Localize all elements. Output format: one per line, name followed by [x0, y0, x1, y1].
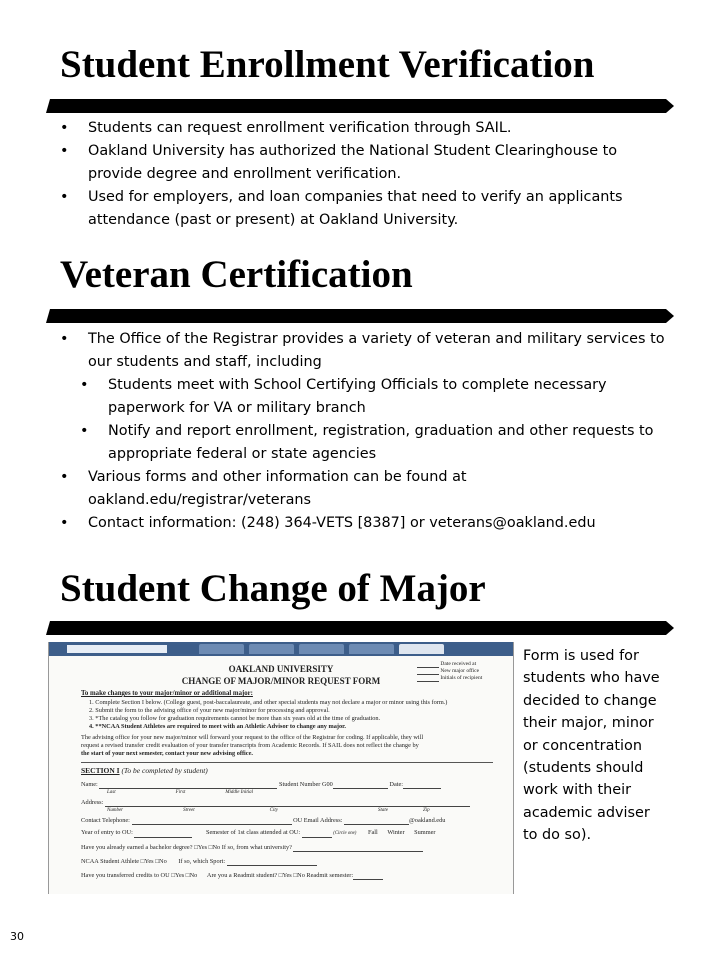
checkbox-icon: □ — [140, 858, 145, 865]
form-contact-row — [81, 817, 445, 825]
form-step: 3. *The catalog you follow for graduation requirements cannot be more than six years old at the time of graduation. — [89, 715, 381, 722]
sub-label: City — [269, 808, 278, 813]
checkbox-icon: □ — [278, 872, 283, 879]
readmit-question: Are you a Readmit student? — [206, 872, 278, 879]
transfer-question: Have you transferred credits to OU — [81, 872, 170, 879]
section-note: (To be completed by student) — [121, 766, 208, 775]
form-bachelor-row — [81, 844, 423, 852]
form-paragraph: the start of your next semester, contact your new advising office. — [81, 750, 253, 757]
year-label: Year of entry to OU: — [81, 829, 133, 836]
checkbox-icon: □ — [293, 872, 298, 879]
bachelor-question: Have you already earned a bachelor degree? — [81, 844, 193, 851]
address-bar — [67, 645, 167, 653]
circle-one-note: (Circle one) — [333, 831, 357, 836]
list-item — [60, 512, 670, 535]
bullet-icon: • — [80, 377, 89, 393]
bullet-icon: • — [60, 143, 69, 159]
yes-option: Yes — [175, 872, 185, 879]
form-university: OAKLAND UNIVERSITY — [228, 664, 334, 674]
checkbox-icon: □ — [208, 844, 213, 851]
bullet-text: Used for employers, and loan companies that need to verify an applicants attendance (past or present) at Oakland University. — [88, 189, 623, 228]
date-label: Date: — [389, 781, 404, 788]
browser-tab — [199, 644, 244, 654]
readmit-semester-label: Readmit semester: — [306, 872, 354, 879]
form-step: 1. Complete Section I below. (College guest, post-baccalaureate, and other special students may not declare a major or minor using this form.) — [89, 699, 448, 706]
list-item — [60, 328, 670, 466]
enrollment-bullet-list — [60, 117, 670, 232]
section-divider — [46, 99, 674, 113]
list-item — [60, 117, 670, 140]
veteran-sub-list — [60, 374, 670, 466]
section-title-veteran-certification: Veteran Certification — [60, 253, 413, 296]
university-question: If so, from what university? — [221, 844, 292, 851]
checkbox-icon: □ — [171, 872, 176, 879]
sub-label: Street — [183, 808, 195, 813]
form-divider — [81, 762, 493, 763]
bullet-text: Notify and report enrollment, registration, graduation and other requests to appropriate federal or state agencies — [108, 423, 654, 462]
bullet-text: Oakland University has authorized the National Student Clearinghouse to provide degree and enrollment verification. — [88, 143, 618, 182]
email-domain: @oakland.edu — [409, 817, 446, 824]
form-document — [49, 656, 513, 894]
list-item — [60, 374, 670, 420]
section-title-enrollment-verification: Student Enrollment Verification — [60, 43, 595, 86]
form-instructions-heading: To make changes to your major/minor or additional major: — [81, 690, 253, 697]
sub-label: First — [175, 790, 186, 795]
sub-label: Last — [107, 790, 116, 795]
student-number-label: Student Number G00 — [278, 781, 333, 788]
form-paragraph: request a revised transfer credit evaluation of your transfer transcripts from Academic Records. If SAIL does not reflect the change by — [81, 742, 419, 749]
no-option: No — [189, 872, 198, 879]
sport-question: If so, which Sport: — [178, 858, 226, 865]
bullet-icon: • — [60, 515, 69, 531]
bullet-text: Students meet with School Certifying Officials to complete necessary paperwork for VA or military branch — [108, 377, 607, 416]
form-year-row — [81, 829, 435, 838]
sub-label: State — [377, 808, 388, 813]
section-heading-text: SECTION I — [81, 766, 120, 775]
email-label: OU Email Address: — [293, 817, 343, 824]
bullet-icon: • — [60, 469, 69, 485]
semester-option: Winter — [387, 829, 405, 836]
change-of-major-description: Form is used for students who have decided to change their major, minor or concentration (students should work with their academic adviser to do so). — [523, 648, 660, 844]
bullet-icon: • — [60, 331, 69, 347]
list-item — [60, 420, 670, 466]
right-box-line: Initials of recipient — [440, 675, 483, 681]
checkbox-icon: □ — [155, 858, 160, 865]
browser-tab — [349, 644, 394, 654]
form-transfer-row — [81, 872, 383, 880]
form-step: 2. Submit the form to the advising office of your new major/minor for processing and approval. — [89, 707, 330, 714]
yes-option: Yes — [144, 858, 154, 865]
address-label: Address: — [81, 799, 104, 806]
bullet-icon: • — [60, 189, 69, 205]
semester-option: Summer — [414, 829, 436, 836]
bullet-text: The Office of the Registrar provides a variety of veteran and military services to our students and staff, including — [88, 331, 665, 370]
bullet-text: Contact information: (248) 364-VETS [8387] or veterans@oakland.edu — [88, 515, 596, 531]
browser-tab — [399, 644, 444, 654]
section-divider — [46, 621, 674, 635]
right-box-line: Date received at — [440, 661, 477, 667]
change-of-major-form-screenshot — [48, 642, 514, 894]
form-section-heading — [81, 767, 208, 775]
form-ncaa-row — [81, 858, 317, 866]
checkbox-icon: □ — [185, 872, 190, 879]
veteran-bullet-list — [60, 328, 670, 535]
bullet-text: Students can request enrollment verification through SAIL. — [88, 120, 512, 136]
sub-label: Zip — [422, 808, 430, 813]
section-title-change-of-major: Student Change of Major — [60, 567, 486, 610]
form-paragraph: The advising office for your new major/minor will forward your request to the office of the Registrar for coding. If applicable, they will — [81, 734, 424, 741]
sub-label: Number — [107, 808, 124, 813]
yes-option: Yes — [282, 872, 292, 879]
bullet-icon: • — [80, 423, 89, 439]
form-name-sublabels — [107, 789, 253, 797]
phone-label: Contact Telephone: — [81, 817, 130, 824]
list-item — [60, 186, 670, 232]
no-option: No — [159, 858, 167, 865]
sub-label: Middle Initial — [225, 790, 253, 795]
yes-option: Yes — [197, 844, 208, 851]
no-option: No — [212, 844, 221, 851]
form-right-box — [417, 661, 482, 682]
page-number: 30 — [10, 930, 24, 943]
list-item — [60, 466, 670, 512]
checkbox-icon: □ — [194, 844, 198, 851]
semester-label: Semester of 1st class attended at OU: — [205, 829, 301, 836]
bullet-text: Various forms and other information can be found at oakland.edu/registrar/veterans — [88, 469, 467, 508]
form-title: CHANGE OF MAJOR/MINOR REQUEST FORM — [181, 676, 381, 686]
bullet-icon: • — [60, 120, 69, 136]
ncaa-question: NCAA Student Athlete — [81, 858, 140, 865]
semester-option: Fall — [367, 829, 378, 836]
browser-tab — [299, 644, 344, 654]
form-address-row — [81, 799, 470, 807]
right-box-line: New major office — [440, 668, 480, 674]
form-address-sublabels — [107, 807, 430, 815]
name-label: Name: — [81, 781, 98, 788]
form-step: 4. **NCAA Student Athletes are required to meet with an Athletic Advisor to change any major. — [89, 723, 346, 730]
list-item — [60, 140, 670, 186]
section-divider — [46, 309, 674, 323]
browser-tab — [249, 644, 294, 654]
browser-tab-bar — [49, 642, 513, 656]
no-option: No — [297, 872, 305, 879]
form-name-row — [81, 781, 441, 789]
